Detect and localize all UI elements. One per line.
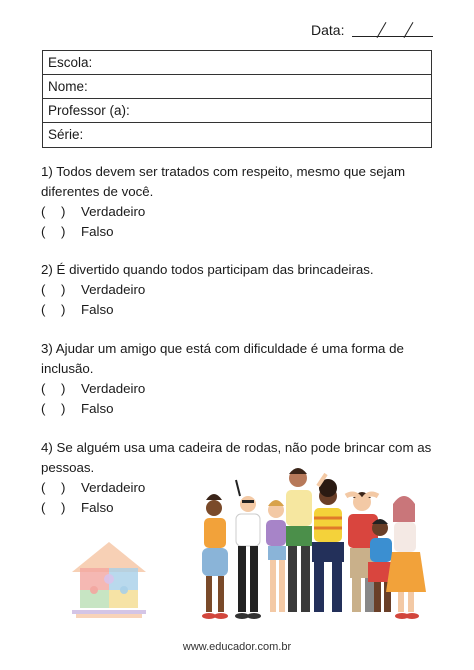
paren-open: ( (41, 500, 46, 515)
option-label: Verdadeiro (81, 381, 146, 396)
question-text: 2) É divertido quando todos participam das brincadeiras. (41, 262, 374, 277)
option-false[interactable] (41, 222, 436, 242)
paren-close: ) (61, 282, 66, 297)
option-true[interactable] (41, 202, 436, 222)
paren-close: ) (61, 302, 66, 317)
paren-open: ( (41, 224, 46, 239)
school-field[interactable]: Escola: (43, 51, 431, 75)
question-3 (41, 339, 436, 419)
question-text: 4) Se alguém usa uma cadeira de rodas, não pode brincar com as pessoas. (41, 440, 432, 475)
option-false[interactable] (41, 399, 436, 419)
grade-field[interactable]: Série: (48, 127, 84, 142)
footer-site[interactable]: www.educador.com.br (182, 641, 292, 653)
option-true[interactable] (41, 379, 436, 399)
name-field[interactable]: Nome: (43, 75, 431, 99)
paren-close: ) (61, 401, 66, 416)
paren-close: ) (61, 224, 66, 239)
question-1 (41, 162, 436, 242)
option-label: Falso (81, 401, 114, 416)
date-line (352, 36, 433, 37)
option-label: Verdadeiro (81, 480, 146, 495)
student-info-table (42, 50, 432, 148)
paren-close: ) (61, 500, 66, 515)
teacher-field[interactable]: Professor (a): (43, 99, 431, 123)
diverse-group-of-people-illustration (190, 466, 426, 626)
question-text: 3) Ajudar um amigo que está com dificuldade é uma forma de inclusão. (41, 341, 404, 376)
question-2 (41, 260, 436, 320)
puzzle-house-icon (68, 538, 150, 620)
paren-open: ( (41, 204, 46, 219)
option-label: Falso (81, 500, 114, 515)
option-false[interactable] (41, 300, 436, 320)
option-label: Falso (81, 224, 114, 239)
option-label: Verdadeiro (81, 204, 146, 219)
date-label: Data: (311, 22, 345, 38)
option-label: Falso (81, 302, 114, 317)
paren-close: ) (61, 480, 66, 495)
paren-open: ( (41, 381, 46, 396)
paren-open: ( (41, 401, 46, 416)
option-true[interactable] (41, 280, 436, 300)
paren-close: ) (61, 381, 66, 396)
paren-open: ( (41, 480, 46, 495)
question-text: 1) Todos devem ser tratados com respeito, mesmo que sejam diferentes de você. (41, 164, 406, 199)
paren-open: ( (41, 282, 46, 297)
paren-open: ( (41, 302, 46, 317)
paren-close: ) (61, 204, 66, 219)
option-label: Verdadeiro (81, 282, 146, 297)
